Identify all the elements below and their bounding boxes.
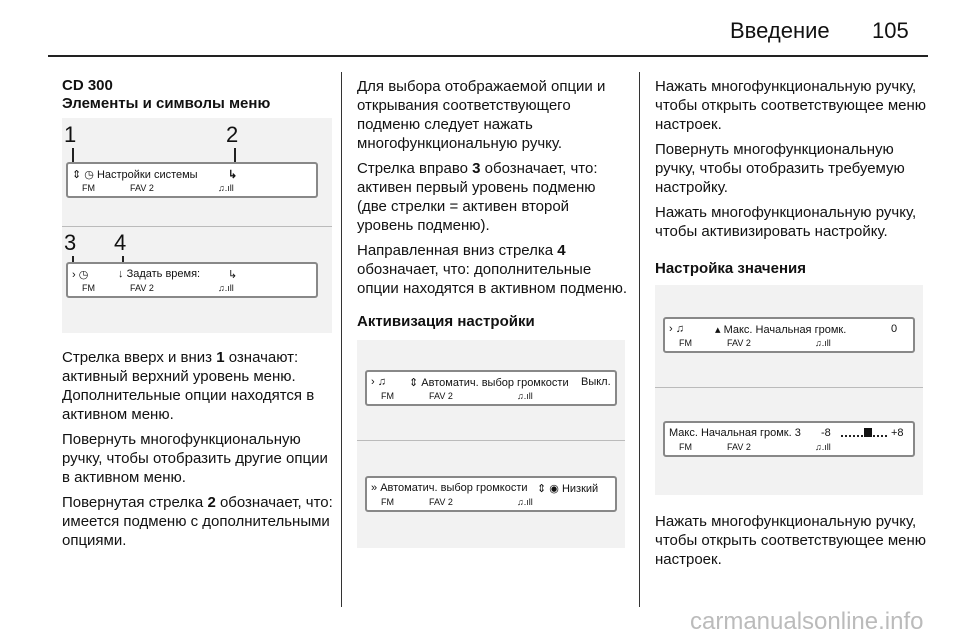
up-down-arrow-icon: ⇕ xyxy=(72,169,82,181)
page-header-title: Введение xyxy=(730,18,830,43)
clock-icon: ◷ xyxy=(84,169,94,181)
display-title: Автоматич. выбор громкости xyxy=(421,377,569,389)
favourite-label: FAV 2 xyxy=(429,497,453,507)
right-arrow-icon: › xyxy=(371,376,375,388)
figure-divider xyxy=(357,440,625,441)
music-note-icon: ♫ xyxy=(675,323,684,335)
music-note-icon: ♫ xyxy=(377,376,386,388)
submenu-arrow-icon: ↳ xyxy=(228,169,238,181)
setting-value: 0 xyxy=(891,323,898,335)
display-title: Макс. Начальная громк. 3 xyxy=(669,427,801,439)
paragraph: Повернуть многофункциональную ручку, чтобы отобразить другие опции в активном меню. xyxy=(62,431,328,486)
signal-icon: ♫.ıll xyxy=(218,183,234,193)
display-title: Настройки системы xyxy=(96,169,198,181)
col3-final-paragraph: Нажать многофункциональную ручку, чтобы открыть соответствующее меню настроек. xyxy=(655,513,927,568)
paragraph: Стрелка вверх и вниз 1 означают: активный верхний уровень меню. Дополнительные опции находятся в активном меню. xyxy=(62,349,315,423)
up-down-arrow-icon: ⇕ xyxy=(537,483,547,495)
favourite-label: FAV 2 xyxy=(727,442,751,452)
display-set-time xyxy=(66,262,318,298)
col2-body xyxy=(357,77,629,304)
signal-icon: ♫.ıll xyxy=(517,497,533,507)
callout-2: 2 xyxy=(226,122,239,147)
range-min-label: -8 xyxy=(821,427,831,439)
clock-icon: ◷ xyxy=(78,269,89,281)
paragraph: Повернутая стрелка 2 обозначает, что: имеется подменю с дополнительными опциями. xyxy=(62,494,333,549)
subsection-heading: Активизация настройки xyxy=(357,313,535,330)
display-auto-volume-low xyxy=(365,476,617,512)
callout-4: 4 xyxy=(114,230,127,255)
signal-icon: ♫.ıll xyxy=(815,442,831,452)
favourite-label: FAV 2 xyxy=(429,391,453,401)
figure-divider xyxy=(62,226,332,227)
band-label: FM xyxy=(381,391,394,401)
paragraph: Нажать многофункциональную ручку, чтобы открыть соответствующее меню настроек. xyxy=(655,78,927,133)
subsection-heading: Элементы и символы меню xyxy=(62,95,271,112)
right-arrow-icon: › xyxy=(669,323,673,335)
slider-thumb xyxy=(864,428,872,437)
range-max-label: +8 xyxy=(891,427,904,439)
display-auto-volume-off xyxy=(365,370,617,406)
up-arrow-icon: ▴ xyxy=(715,324,721,336)
setting-value: Выкл. xyxy=(581,376,611,388)
paragraph: Повернуть многофункциональную ручку, чтобы отобразить требуемую настройку. xyxy=(655,141,905,196)
setting-value: Низкий xyxy=(561,483,599,495)
band-label: FM xyxy=(82,183,95,193)
paragraph: Для выбора отображаемой опции и открывания соответствующего подменю следует нажать многофункциональную ручку. xyxy=(357,78,606,152)
col1-body xyxy=(62,348,334,556)
section-heading: CD 300 xyxy=(62,77,113,94)
selected-radio-icon: ◉ xyxy=(549,483,559,495)
figure-divider xyxy=(655,387,923,388)
paragraph: Стрелка вправо 3 обозначает, что: активен первый уровень подменю (две стрелки = активен второй уровень подменю). xyxy=(357,160,598,234)
favourite-label: FAV 2 xyxy=(130,183,154,193)
double-right-arrow-icon: » xyxy=(371,482,378,494)
column-divider-1 xyxy=(341,72,342,607)
display-max-start-volume xyxy=(663,317,915,353)
display-system-settings xyxy=(66,162,318,198)
watermark: carmanualsonline.info xyxy=(690,608,924,635)
down-arrow-icon: ↓ xyxy=(118,268,124,280)
signal-icon: ♫.ıll xyxy=(815,338,831,348)
value-slider xyxy=(841,430,887,438)
signal-icon: ♫.ıll xyxy=(218,283,234,293)
figure-menu-symbols xyxy=(62,118,332,333)
favourite-label: FAV 2 xyxy=(727,338,751,348)
paragraph: Нажать многофункциональную ручку, чтобы активизировать настройку. xyxy=(655,204,917,240)
display-title: Автоматич. выбор громкости xyxy=(380,482,528,494)
band-label: FM xyxy=(679,442,692,452)
right-arrow-icon: › xyxy=(72,269,76,281)
callout-1: 1 xyxy=(64,122,77,147)
paragraph: Направленная вниз стрелка 4 обозначает, что: дополнительные опции находятся в активном подменю. xyxy=(357,242,628,297)
band-label: FM xyxy=(381,497,394,507)
figure-activate-setting xyxy=(357,340,625,548)
display-title: Макс. Начальная громк. xyxy=(723,324,847,336)
col3-body xyxy=(655,77,927,247)
up-down-arrow-icon: ⇕ xyxy=(409,377,419,389)
favourite-label: FAV 2 xyxy=(130,283,154,293)
callout-3: 3 xyxy=(64,230,77,255)
band-label: FM xyxy=(679,338,692,348)
subsection-heading: Настройка значения xyxy=(655,260,806,277)
signal-icon: ♫.ıll xyxy=(517,391,533,401)
figure-adjust-value xyxy=(655,285,923,495)
header-divider xyxy=(48,55,928,57)
band-label: FM xyxy=(82,283,95,293)
column-divider-2 xyxy=(639,72,640,607)
display-max-start-volume-adjust xyxy=(663,421,915,457)
display-title: Задать время: xyxy=(126,268,201,280)
submenu-arrow-icon: ↳ xyxy=(228,269,238,281)
page-number: 105 xyxy=(872,18,909,43)
